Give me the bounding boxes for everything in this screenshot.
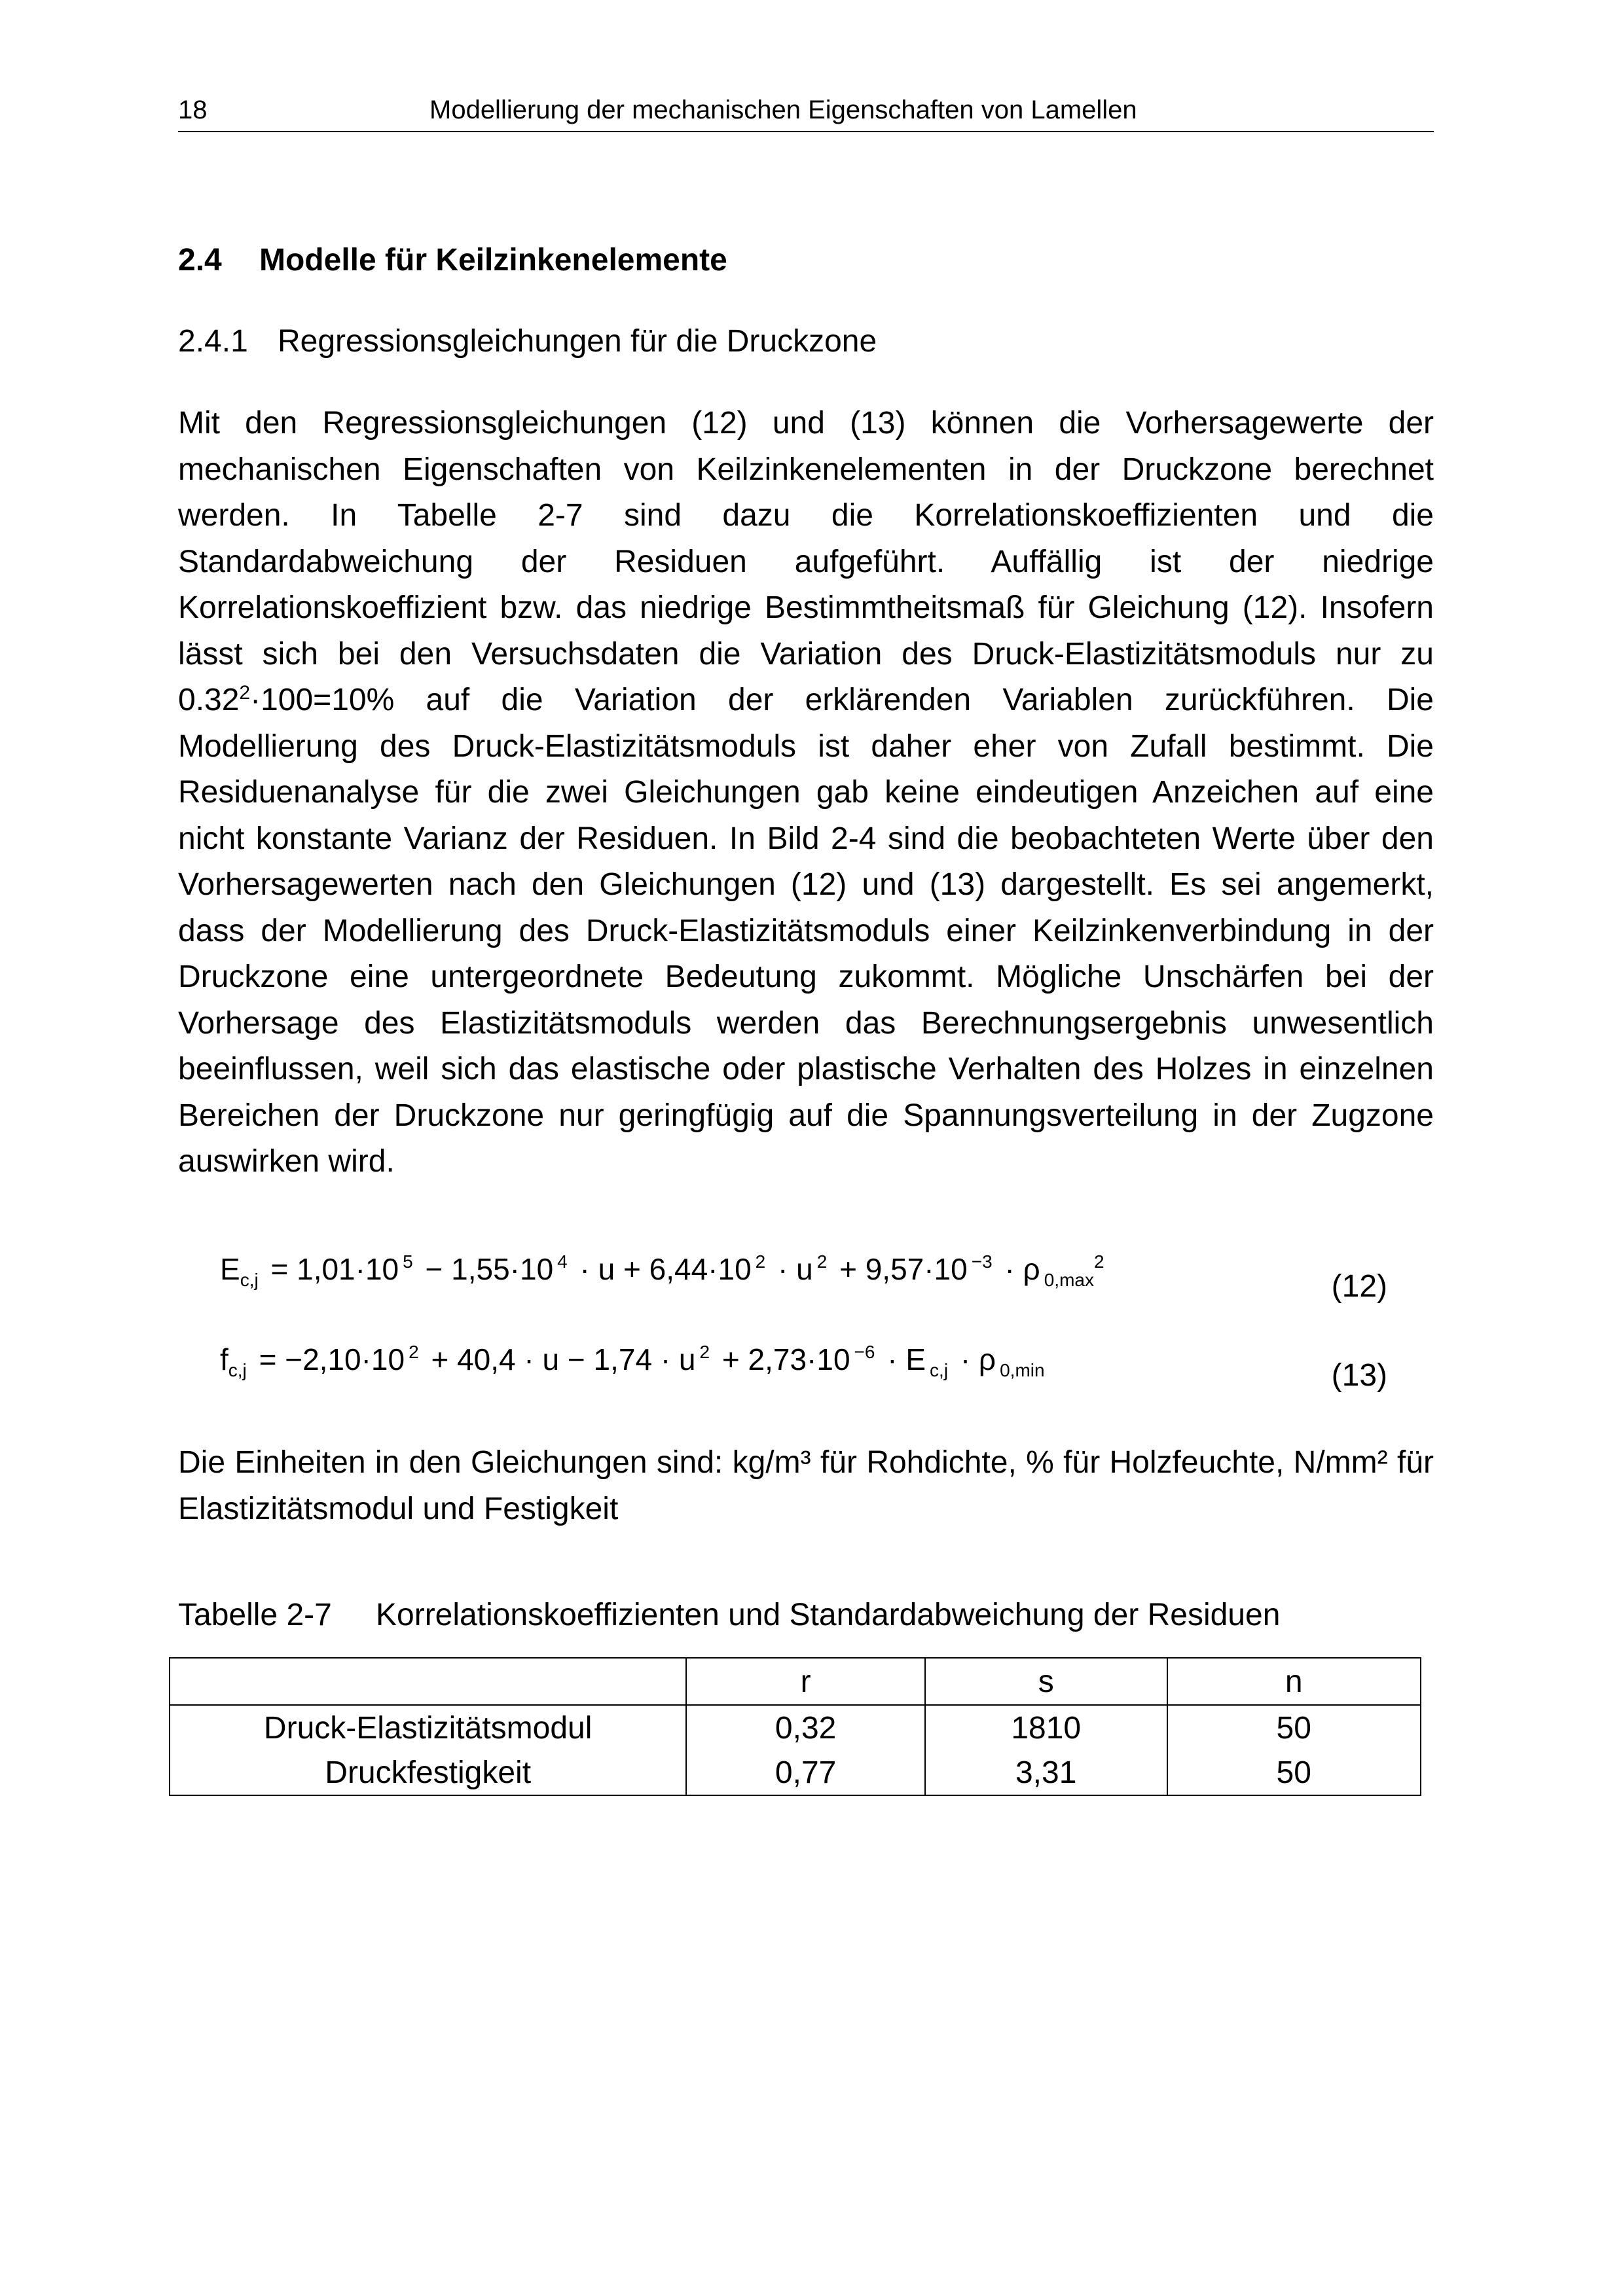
- eq12-term-4-sup: 2: [816, 1251, 828, 1272]
- table-header-cell: r: [686, 1658, 925, 1705]
- eq12-term-5-sup: −3: [971, 1251, 993, 1272]
- paragraph-part-1: Mit den Regressionsgleichungen (12) und (13) können die Vorhersagewerte der mechanischen Eigenschaften von Keilzinkenelementen in der Druckzone berechnet werden. In Tabelle 2-7 sind dazu die Korrelationskoeffizienten und die Standardabweichung der Residuen aufgeführt. Auffällig ist der niedrige Korrelationskoeffizient bzw. das niedrige Bestimmtheitsmaß für Gleichung (12). Insofern lässt sich bei den Versuchsdaten die Variation des Druck-Elastizitätsmoduls nur zu 0.32: [178, 406, 1434, 717]
- table-cell: 3,31: [925, 1750, 1167, 1795]
- table-header-row: [170, 1658, 1421, 1705]
- eq12-term-3-sup: 2: [755, 1251, 766, 1272]
- equation-12: [220, 1251, 1104, 1290]
- table-header-cell: n: [1167, 1658, 1421, 1705]
- eq12-term-1: = 1,01·10: [270, 1252, 399, 1286]
- table-caption-number: Tabelle 2-7: [178, 1598, 332, 1632]
- table-header-cell: [170, 1658, 686, 1705]
- eq12-term-2: − 1,55·10: [425, 1252, 554, 1286]
- running-title: Modellierung der mechanischen Eigenschaften von Lamellen: [429, 96, 1137, 124]
- section-title: Modelle für Keilzinkenelemente: [259, 243, 727, 278]
- eq12-lhs: E: [220, 1252, 240, 1286]
- table-cell: 50: [1167, 1750, 1421, 1795]
- eq13-term-5-sub: 0,min: [1000, 1360, 1045, 1380]
- eq12-term-3: · u + 6,44·10: [579, 1252, 752, 1286]
- paragraph-superscript: 2: [239, 682, 251, 704]
- body-paragraph: [178, 401, 1434, 1185]
- eq13-term-4: · E: [887, 1342, 926, 1376]
- eq13-term-1: = −2,10·10: [259, 1342, 405, 1376]
- equation-13-number: (13): [1331, 1358, 1387, 1393]
- subsection-heading: [178, 323, 877, 359]
- eq13-term-3-sup: −6: [854, 1342, 875, 1362]
- table-cell: Druckfestigkeit: [170, 1750, 686, 1795]
- table-caption-title: Korrelationskoeffizienten und Standardabweichung der Residuen: [376, 1598, 1281, 1632]
- eq12-lhs-sub: c,j: [240, 1270, 259, 1290]
- subsection-title: Regressionsgleichungen für die Druckzone: [278, 324, 877, 359]
- table-cell: 0,32: [686, 1705, 925, 1750]
- table-caption: [178, 1597, 1280, 1633]
- eq13-term-2-sup: 2: [699, 1342, 710, 1362]
- eq13-term-5: · ρ: [960, 1342, 996, 1376]
- eq13-term-2: + 40,4 · u − 1,74 · u: [431, 1342, 696, 1376]
- results-table: [169, 1657, 1421, 1796]
- eq12-term-2-sup: 4: [557, 1251, 568, 1272]
- section-heading: [178, 242, 727, 278]
- eq13-lhs-sub: c,j: [228, 1360, 247, 1380]
- paragraph-part-2: ·100=10% auf die Variation der erklärenden Variablen zurückführen. Die Modellierung des Druck-Elastizitätsmoduls ist daher eher von Zufall bestimmt. Die Residuenanalyse für die zwei Gleichungen gab keine eindeutigen Anzeichen auf eine nicht konstante Varianz der Residuen. In Bild 2-4 sind die beobachteten Werte über den Vorhersagewerten nach den Gleichungen (12) und (13) dargestellt. Es sei angemerkt, dass der Modellierung des Druck-Elastizitätsmoduls einer Keilzinkenverbindung in der Druckzone eine untergeordnete Bedeutung zukommt. Mögliche Unschärfen bei der Vorhersage des Elastizitätsmoduls werden das Berechnungsergebnis unwesentlich beeinflussen, weil sich das elastische oder plastische Verhalten des Holzes in einzelnen Bereichen der Druckzone nur geringfügig auf die Spannungsverteilung in der Zugzone auswirken wird.: [178, 683, 1434, 1179]
- eq12-term-6-sub: 0,max: [1044, 1270, 1094, 1290]
- section-number: 2.4: [178, 243, 222, 278]
- page-header: [178, 96, 1434, 132]
- page-number: 18: [178, 96, 208, 124]
- table-row: [170, 1705, 1421, 1750]
- table-cell: 0,77: [686, 1750, 925, 1795]
- equation-13: [220, 1342, 1045, 1380]
- equation-12-number: (12): [1331, 1269, 1387, 1304]
- eq13-term-1-sup: 2: [409, 1342, 419, 1362]
- table-header-cell: s: [925, 1658, 1167, 1705]
- units-paragraph: Die Einheiten in den Gleichungen sind: kg/m³ für Rohdichte, % für Holzfeuchte, N/mm² für Elastizitätsmodul und Festigkeit: [178, 1445, 1434, 1526]
- eq12-term-4: · u: [778, 1252, 813, 1286]
- table-cell: 1810: [925, 1705, 1167, 1750]
- eq13-term-3: + 2,73·10: [721, 1342, 850, 1376]
- eq13-term-4-sub: c,j: [930, 1360, 949, 1380]
- table-cell: Druck-Elastizitätsmodul: [170, 1705, 686, 1750]
- eq12-term-1-sup: 5: [403, 1251, 413, 1272]
- eq13-lhs: f: [220, 1342, 228, 1376]
- eq12-term-6-sup: 2: [1093, 1251, 1104, 1272]
- table-row: [170, 1750, 1421, 1795]
- subsection-number: 2.4.1: [178, 324, 248, 359]
- eq12-term-6: · ρ: [1004, 1252, 1040, 1286]
- table-cell: 50: [1167, 1705, 1421, 1750]
- eq12-term-5: + 9,57·10: [839, 1252, 968, 1286]
